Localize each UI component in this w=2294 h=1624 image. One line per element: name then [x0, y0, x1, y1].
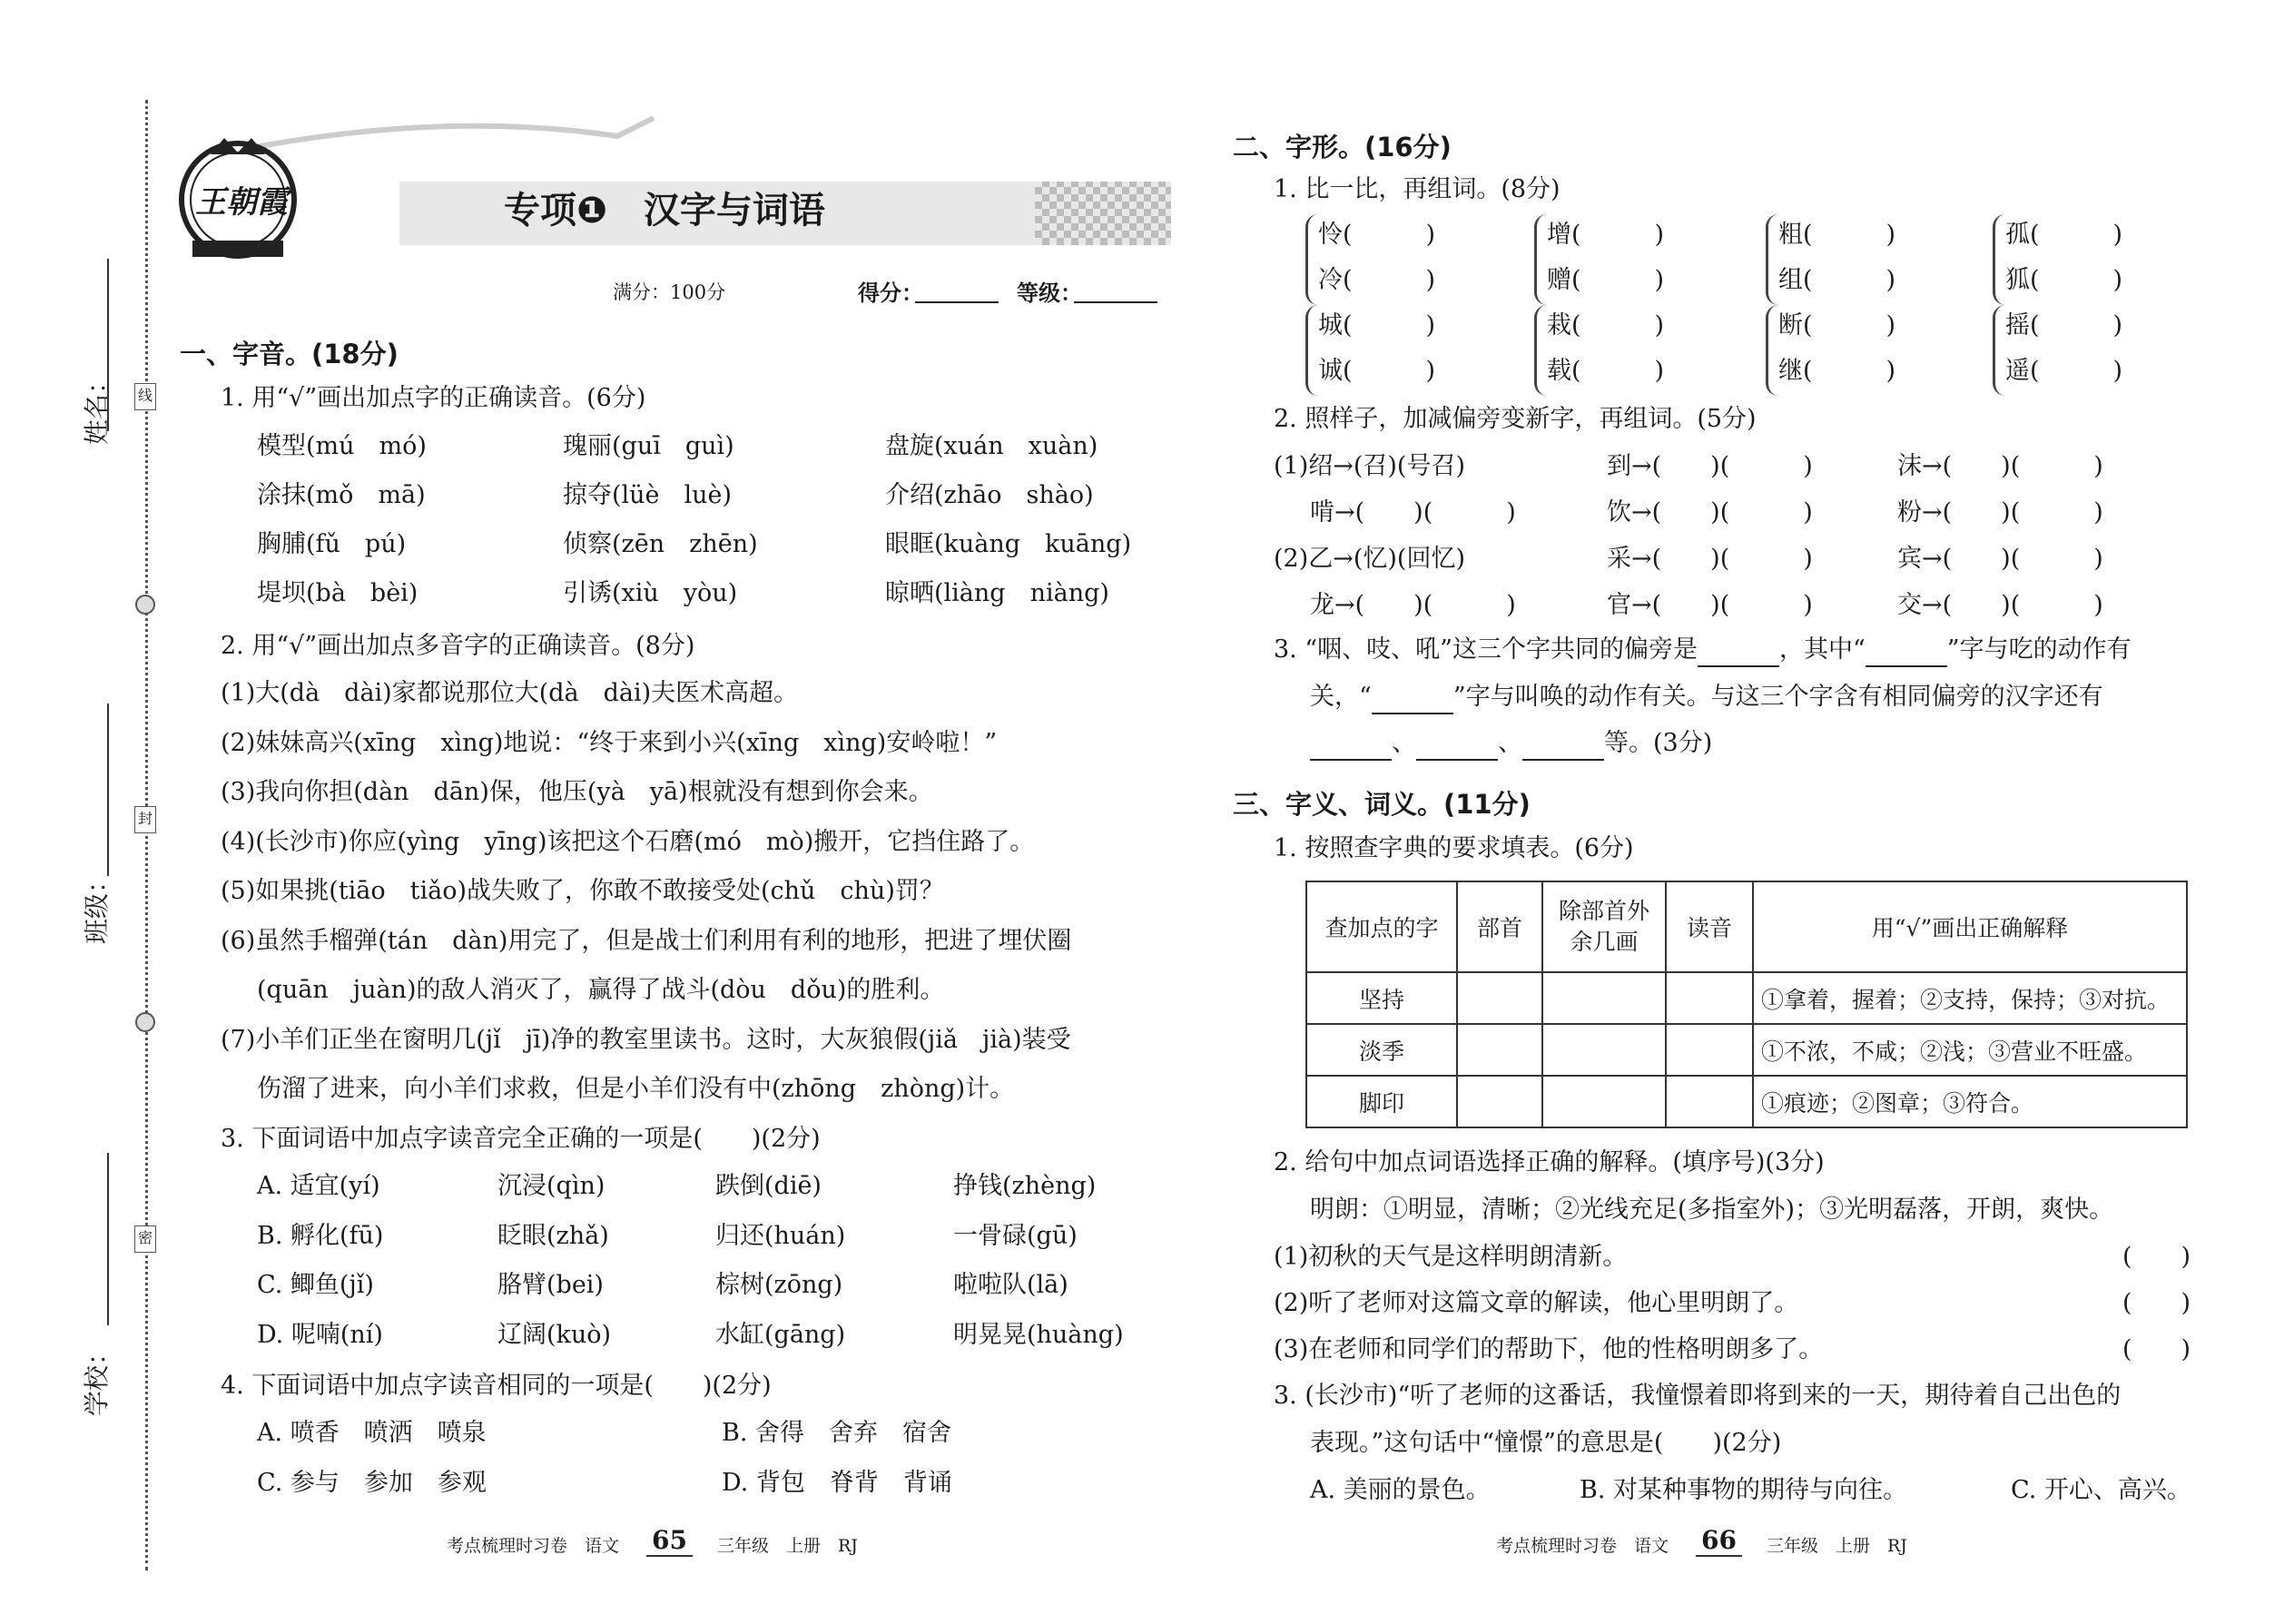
- meaning-sentence: (2)听了老师对这篇文章的解读，他心里明朗了。: [1274, 1289, 1799, 1317]
- radical-change-item[interactable]: 交→( )( ): [1897, 591, 2103, 619]
- word-pair-top[interactable]: 怜( ): [1318, 221, 1436, 249]
- blank-call-char[interactable]: [1372, 687, 1453, 714]
- polyphone-item[interactable]: (2)妹妹高兴(xīng xìng)地说：“终于来到小兴(xīng xìng)安岭啦！”: [221, 728, 998, 757]
- logo-text: 王朝霞: [195, 184, 288, 221]
- q3-option-word: 水缸(gāng): [715, 1320, 846, 1349]
- q3-option-word: 辽阔(kuò): [497, 1320, 612, 1349]
- cell-pinyin[interactable]: [1666, 1076, 1753, 1127]
- polyphone-item[interactable]: (quān juàn)的敌人消灭了，赢得了战斗(dòu dǒu)的胜利。: [257, 976, 945, 1004]
- radical-change-item: (1)绍→(召)(号召): [1274, 452, 1466, 480]
- word-pair-bottom[interactable]: 遥( ): [2005, 357, 2123, 385]
- radical-change-item[interactable]: 宾→( )( ): [1897, 545, 2103, 573]
- meaning-sentence: (1)初秋的天气是这样明朗清新。: [1274, 1243, 1628, 1271]
- q3-option-word: 啦啦队(lā): [953, 1271, 1068, 1299]
- s2-q3-line2: 关，“ ”字与叫唤的动作有关。与这三个字含有相同偏旁的汉字还有: [1310, 680, 2103, 714]
- name-blank: [107, 259, 109, 431]
- pinyin-choice-item[interactable]: 掠夺(lüè luè): [563, 481, 733, 509]
- polyphone-item[interactable]: (6)虽然手榴弹(tán dàn)用完了，但是战士们利用有利的地形，把进了埋伏圈: [221, 926, 1072, 955]
- section-2-title: 二、字形。(16分): [1233, 132, 1452, 162]
- school-label: 学校：: [82, 1339, 112, 1416]
- level-label: 等级：: [1017, 280, 1082, 306]
- word-pair-top[interactable]: 增( ): [1547, 221, 1665, 249]
- q4-option[interactable]: B. 舍得 舍弃 宿舍: [722, 1419, 952, 1447]
- pinyin-choice-item[interactable]: 盘旋(xuán xuàn): [885, 432, 1098, 460]
- pinyin-choice-item[interactable]: 模型(mú mó): [257, 432, 427, 460]
- s3-q3-line2: 表现。”这句话中“憧憬”的意思是( )(2分): [1310, 1429, 1782, 1457]
- word-pair-bottom[interactable]: 载( ): [1547, 357, 1665, 385]
- footer-left-text: 考点梳理时习卷 语文: [447, 1536, 620, 1556]
- section-1-title: 一、字音。(18分): [180, 339, 399, 369]
- pinyin-choice-item[interactable]: 介绍(zhāo shào): [885, 481, 1094, 509]
- col-radical: 部首: [1457, 881, 1542, 972]
- q3-option-word[interactable]: B. 孵化(fū): [257, 1221, 384, 1250]
- class-label: 班级：: [82, 867, 112, 944]
- name-label: 姓名：: [82, 368, 112, 445]
- q3-option-word: 归还(huán): [715, 1221, 846, 1250]
- polyphone-item[interactable]: (4)(长沙市)你应(yìng yīng)该把这个石磨(mó mò)搬开，它挡住路了。: [221, 827, 1035, 856]
- q3-option-word[interactable]: D. 呢喃(ní): [257, 1320, 383, 1349]
- pinyin-choice-item[interactable]: 堤坝(bà bèi): [257, 579, 418, 607]
- class-blank: [107, 704, 109, 876]
- polyphone-item[interactable]: 伤溜了进来，向小羊们求救，但是小羊们没有中(zhōng zhòng)计。: [257, 1075, 1015, 1103]
- score-blank[interactable]: [915, 278, 999, 303]
- pinyin-choice-item[interactable]: 涂抹(mǒ mā): [257, 481, 426, 509]
- cell-radical[interactable]: [1457, 1076, 1542, 1127]
- word-pair-bottom[interactable]: 组( ): [1778, 266, 1896, 294]
- cell-pinyin[interactable]: [1666, 1024, 1753, 1076]
- s3-q3-opt-b[interactable]: B. 对某种事物的期待与向往。: [1580, 1476, 1908, 1504]
- pinyin-choice-item[interactable]: 瑰丽(guī guì): [563, 432, 734, 460]
- word-pair-bottom[interactable]: 继( ): [1778, 357, 1896, 385]
- cell-word: 脚印: [1306, 1076, 1457, 1127]
- table-row: [1306, 972, 2187, 1024]
- radical-change-item[interactable]: 沫→( )( ): [1897, 452, 2103, 480]
- q4-option[interactable]: A. 喷香 喷洒 喷泉: [257, 1419, 487, 1447]
- radical-change-item[interactable]: 采→( )( ): [1607, 545, 1813, 573]
- table-row: [1306, 1076, 2187, 1127]
- full-score: 满分：100分: [613, 281, 726, 303]
- word-pair-bottom[interactable]: 狐( ): [2005, 266, 2123, 294]
- cell-meaning: ①不浓，不咸；②浅；③营业不旺盛。: [1753, 1024, 2187, 1076]
- cell-strokes[interactable]: [1542, 972, 1666, 1024]
- word-pair-top[interactable]: 栽( ): [1547, 311, 1665, 340]
- s3-q2: 2. 给句中加点词语选择正确的解释。(填序号)(3分): [1274, 1148, 1825, 1176]
- radical-change-item[interactable]: 粉→( )( ): [1897, 498, 2103, 527]
- col-pinyin: 读音: [1666, 881, 1753, 972]
- word-pair-bottom[interactable]: 诚( ): [1318, 357, 1436, 385]
- polyphone-item[interactable]: (5)如果挑(tiāo tiǎo)战失败了，你敢不敢接受处(chǔ chù)罚？: [221, 877, 944, 905]
- s3-q1: 1. 按照查字典的要求填表。(6分): [1274, 834, 1634, 862]
- radical-change-item[interactable]: 到→( )( ): [1607, 452, 1813, 480]
- q3-option-word: 一骨碌(gū): [953, 1221, 1078, 1250]
- s1-q4: 4. 下面词语中加点字读音相同的一项是( )(2分): [221, 1372, 772, 1400]
- word-pair-bottom[interactable]: 冷( ): [1318, 266, 1436, 294]
- word-pair-bottom[interactable]: 赠( ): [1547, 266, 1665, 294]
- s2-q1: 1. 比一比，再组词。(8分): [1274, 175, 1561, 203]
- s2-q3-line1: 3. “咽、吱、吼”这三个字共同的偏旁是 ，其中“ ”字与吃的动作有: [1274, 633, 2132, 667]
- q3-option-word: 胳臂(bei): [497, 1271, 604, 1299]
- radical-change-item: (2)乙→(忆)(回忆): [1274, 545, 1466, 573]
- school-blank: [107, 1153, 109, 1325]
- page-title: 专项❶ 汉字与词语: [504, 190, 825, 231]
- cell-word: 坚持: [1306, 972, 1457, 1024]
- page-number-66: 66: [1696, 1525, 1742, 1557]
- q3-option-word: 明晃晃(huàng): [953, 1320, 1124, 1349]
- s3-q3-opt-c[interactable]: C. 开心、高兴。: [2011, 1476, 2191, 1504]
- page-number-65: 65: [646, 1525, 693, 1557]
- q3-option-word: 棕树(zōng): [715, 1271, 843, 1299]
- footer-grade-left: 三年级 上册 RJ: [717, 1536, 858, 1556]
- radical-change-item[interactable]: 啃→( )( ): [1310, 498, 1516, 527]
- word-pair-top[interactable]: 城( ): [1318, 311, 1436, 340]
- blank-eat-char[interactable]: [1866, 640, 1947, 667]
- section-3-title: 三、字义、词义。(11分): [1233, 789, 1531, 820]
- level-blank[interactable]: [1074, 278, 1157, 303]
- margin-mark-2: 封: [134, 806, 156, 833]
- q3-option-word: 挣钱(zhèng): [953, 1172, 1097, 1200]
- word-pair-top[interactable]: 孤( ): [2005, 221, 2123, 249]
- cell-radical[interactable]: [1457, 1024, 1542, 1076]
- word-pair-top[interactable]: 粗( ): [1778, 221, 1896, 249]
- s1-q3: 3. 下面词语中加点字读音完全正确的一项是( )(2分): [221, 1125, 821, 1153]
- s3-q3-opt-a[interactable]: A. 美丽的景色。: [1310, 1476, 1491, 1504]
- cell-meaning: ①拿着，握着；②支持，保持；③对抗。: [1753, 972, 2187, 1024]
- radical-change-item[interactable]: 饮→( )( ): [1607, 498, 1813, 527]
- blank-radical[interactable]: [1698, 640, 1779, 667]
- answer-paren[interactable]: ( ): [2122, 1289, 2191, 1317]
- pinyin-choice-item[interactable]: 侦察(zēn zhēn): [563, 530, 758, 558]
- polyphone-item[interactable]: (1)大(dà dài)家都说那位大(dà dài)夫医术高超。: [221, 679, 799, 707]
- cell-radical[interactable]: [1457, 972, 1542, 1024]
- col-char: 查加点的字: [1306, 881, 1457, 972]
- cell-strokes[interactable]: [1542, 1024, 1666, 1076]
- meaning-sentence: (3)在老师和同学们的帮助下，他的性格明朗多了。: [1274, 1335, 1824, 1363]
- polyphone-item[interactable]: (3)我向你担(dàn dān)保，他压(yà yā)根就没有想到你会来。: [221, 778, 933, 806]
- q3-option-word: 眨眼(zhǎ): [497, 1221, 609, 1250]
- answer-paren[interactable]: ( ): [2122, 1243, 2191, 1271]
- col-strokes: 除部首外余几画: [1542, 881, 1666, 972]
- binding-line: [145, 100, 148, 1570]
- pinyin-choice-item[interactable]: 眼眶(kuàng kuāng): [885, 530, 1132, 558]
- table-row: [1306, 1024, 2187, 1076]
- pinyin-choice-item[interactable]: 引诱(xiù yòu): [563, 579, 738, 607]
- score-label: 得分：: [858, 280, 923, 306]
- cell-strokes[interactable]: [1542, 1076, 1666, 1127]
- s1-q2: 2. 用“√”画出加点多音字的正确读音。(8分): [221, 632, 695, 660]
- q4-option[interactable]: C. 参与 参加 参观: [257, 1468, 487, 1497]
- margin-circle-1: [135, 595, 155, 615]
- margin-circle-2: [135, 1012, 155, 1032]
- radical-change-item[interactable]: 官→( )( ): [1607, 591, 1813, 619]
- s1-q1: 1. 用“√”画出加点字的正确读音。(6分): [221, 384, 646, 412]
- pinyin-choice-item[interactable]: 晾晒(liàng niàng): [885, 579, 1109, 607]
- word-pair-top[interactable]: 摇( ): [2005, 311, 2123, 340]
- col-meaning: 用“√”画出正确解释: [1753, 881, 2187, 972]
- polyphone-item[interactable]: (7)小羊们正坐在窗明几(jǐ jī)净的教室里读书。这时，大灰狼假(jiǎ jià)装受: [221, 1025, 1071, 1054]
- radical-change-item[interactable]: 龙→( )( ): [1310, 591, 1516, 619]
- blank-more-3[interactable]: [1522, 733, 1604, 761]
- blank-more-1[interactable]: [1310, 733, 1392, 761]
- answer-paren[interactable]: ( ): [2122, 1335, 2191, 1363]
- s2-q2: 2. 照样子，加减偏旁变新字，再组词。(5分): [1274, 405, 1757, 433]
- q4-option[interactable]: D. 背包 脊背 背诵: [722, 1468, 952, 1497]
- q3-option-word: 跌倒(diē): [715, 1172, 822, 1200]
- cell-meaning: ①痕迹；②图章；③符合。: [1753, 1076, 2187, 1127]
- footer-grade-right: 三年级 上册 RJ: [1767, 1536, 1907, 1556]
- s2-q3-line3: 、 、 等。(3分): [1310, 726, 1712, 761]
- blank-more-2[interactable]: [1416, 733, 1498, 761]
- cell-word: 淡季: [1306, 1024, 1457, 1076]
- s3-q3-line1: 3. (长沙市)“听了老师的这番话，我憧憬着即将到来的一天，期待着自己出色的: [1274, 1382, 2122, 1410]
- cell-pinyin[interactable]: [1666, 972, 1753, 1024]
- q3-option-word[interactable]: A. 适宜(yí): [257, 1172, 380, 1200]
- margin-mark-1: 线: [134, 383, 156, 410]
- pinyin-choice-item[interactable]: 胸脯(fǔ pú): [257, 530, 407, 558]
- word-pair-top[interactable]: 断( ): [1778, 311, 1896, 340]
- q3-option-word[interactable]: C. 鲫鱼(jǐ): [257, 1271, 374, 1299]
- dictionary-table: [1305, 881, 2188, 1128]
- s3-q2-definition: 明朗：①明显，清晰；②光线充足(多指室外)；③光明磊落，开朗，爽快。: [1310, 1196, 2114, 1224]
- footer-right-text: 考点梳理时习卷 语文: [1496, 1536, 1669, 1556]
- q3-option-word: 沉浸(qìn): [497, 1172, 605, 1200]
- margin-mark-3: 密: [134, 1225, 156, 1253]
